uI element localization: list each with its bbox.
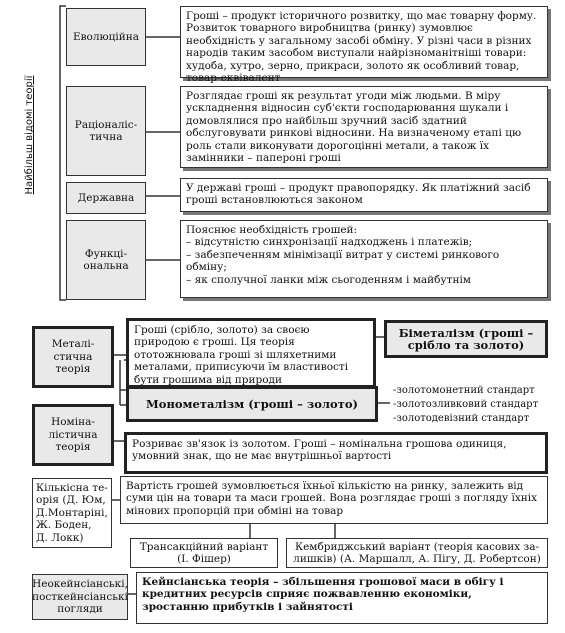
theory-desc-metallic: Гроші (срібло, золото) за своєю природою є гроші. Ця теорія ототожнювала гроші зі шляхетними металами, приписуючи їм властивості бути грошима від природи bbox=[126, 318, 376, 388]
theory-desc-keynesian: Кейнсіанська теорія – збільшення грошової маси в обігу і кредитних ресурсів сприяє пожвавленню економіки, зростанню прибутків і зайнятості bbox=[136, 572, 548, 624]
list-item: – відсутністю синхронізації надходжень і платежів; bbox=[186, 236, 473, 249]
functional-list bbox=[186, 236, 542, 286]
side-label-best-known-theories: Найбільш відомі теорії bbox=[24, 75, 35, 195]
theory-label-nominalist: Номіна- лістична теорія bbox=[32, 404, 114, 466]
theory-label-state: Державна bbox=[66, 182, 146, 214]
theory-label-quantity: Кількісна те- орія (Д. Юм, Д.Монтаріні, Ж. Боден, Д. Локк) bbox=[32, 478, 112, 548]
functional-intro: Пояснює необхідність грошей: bbox=[186, 224, 358, 236]
monometallism-box: Монометалізм (гроші – золото) bbox=[126, 386, 378, 422]
theory-label-metallic: Металі- стична теорія bbox=[32, 326, 114, 388]
cambridge-variant-box: Кембриджський варіант (теорія касових за- лишків) (А. Маршалл, А. Пігу, Д. Робертсон) bbox=[286, 538, 548, 568]
standard-gold-coin: -золотомонетний стандарт bbox=[393, 385, 535, 396]
theory-desc-nominalist: Розриває зв'язок із золотом. Гроші – номінальна грошова одиниця, умовний знак, що не має внутрішньої вартості bbox=[124, 432, 548, 474]
list-item: – як сполучної ланки між сьогоденням і майбутнім bbox=[186, 273, 471, 286]
theory-label-rationalistic: Раціоналіс- тична bbox=[66, 86, 146, 176]
theory-label-keynesian: Неокейнсіанські, посткейнсіанські погляди bbox=[32, 574, 128, 620]
theory-label-functional: Функці- ональна bbox=[66, 220, 146, 300]
standard-gold-bullion: -золотозливковий стандарт bbox=[393, 399, 539, 410]
theory-desc-evolutionary: Гроші – продукт історичного розвитку, що має товарну форму. Розвиток товарного виробництва (ринку) зумовлює необхідність у загальному засобі обміну. У різні часи в різних народів таким засобом виступали найрізноманітніші товари: худоба, хутро, зерно, прикраси, золото як особливий товар, товар-еквівалент bbox=[180, 6, 548, 78]
theory-desc-quantity: Вартість грошей зумовлюється їхньої кількістю на ринку, залежить від суми цін на товари та маси грошей. Вона розглядає гроші з погляду їхніх мінових пропорцій при обміні на товар bbox=[120, 476, 548, 524]
theory-label-evolutionary: Еволюційна bbox=[66, 8, 146, 66]
theory-desc-functional bbox=[180, 220, 548, 298]
bimetallism-box: Біметалізм (гроші – срібло та золото) bbox=[384, 320, 548, 358]
standard-gold-exchange: -золотодевізний стандарт bbox=[393, 413, 530, 424]
theory-desc-rationalistic: Розглядає гроші як результат угоди між людьми. В міру ускладнення відносин суб'єкти господарювання шукали і домовлялися про найбільш зручний засіб здатний обслуговувати ринкові відносини. На визначеному етапі цю роль стали виконувати дорогоцінні метали, а також їх замінники – папероні гроші bbox=[180, 86, 548, 168]
list-item: – забезпеченням мінімізації витрат у системі ринкового обміну; bbox=[186, 248, 500, 274]
theory-desc-state: У державі гроші – продукт правопорядку. Як платіжний засіб гроші встановлюються законом bbox=[180, 178, 548, 212]
transaction-variant-box: Трансакційний варіант (І. Фішер) bbox=[130, 538, 278, 568]
